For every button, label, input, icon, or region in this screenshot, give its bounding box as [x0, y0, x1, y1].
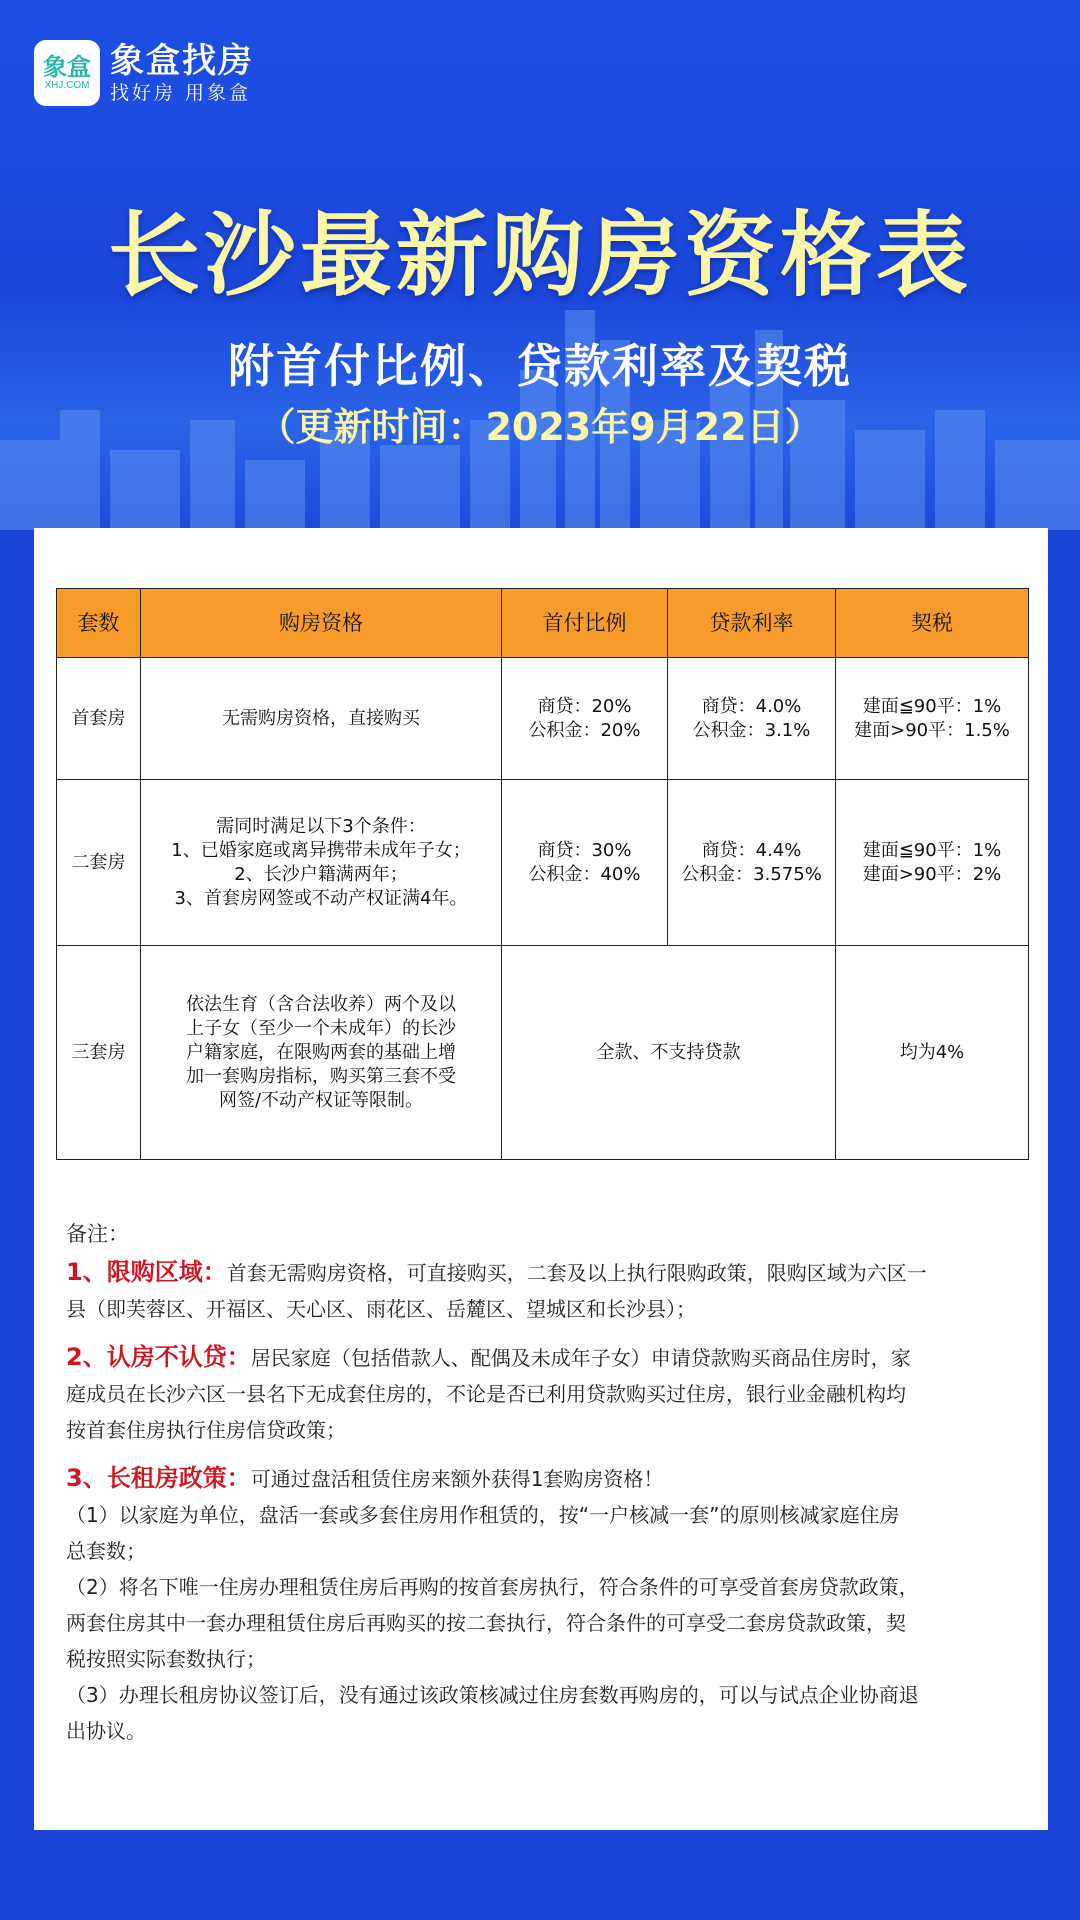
note-line: （3）办理长租房协议签订后，没有通过该政策核减过住房套数再购房的，可以与试点企业协商退: [66, 1683, 919, 1707]
loan-rate-cell: [668, 780, 836, 946]
notes-section: [66, 1216, 1026, 1761]
note-line: 按首套住房执行住房信贷政策；: [66, 1418, 346, 1442]
note-line: 居民家庭（包括借款人、配偶及未成年子女）申请贷款购买商品住房时，家: [250, 1346, 911, 1370]
qualification-line: 需同时满足以下3个条件：: [216, 815, 426, 837]
down-payment-line: 公积金：40%: [528, 863, 641, 885]
page-title: 长沙最新购房资格表: [107, 202, 972, 309]
qualification-line: 依法生育（含合法收养）两个及以: [186, 993, 456, 1015]
qualification-table: [56, 588, 1029, 1160]
qualification-line: 加一套购房指标，购买第三套不受: [186, 1065, 456, 1087]
note-line: 税按照实际套数执行；: [66, 1647, 266, 1671]
content-card: [34, 528, 1048, 1830]
note-line: 出协议。: [66, 1719, 146, 1743]
deed-tax-cell: [836, 946, 1029, 1160]
note-line: 可通过盘活租赁住房来额外获得1套购房资格！: [250, 1467, 664, 1491]
row-type: 三套房: [57, 946, 141, 1160]
brand-name: 象盒找房: [110, 41, 254, 81]
note-title: 3、长租房政策：: [66, 1464, 251, 1492]
deed-tax-line: 建面>90平：2%: [862, 863, 1002, 885]
deed-tax-line: 建面≦90平：1%: [862, 695, 1002, 717]
qualification-line: 无需购房资格，直接购买: [222, 707, 420, 729]
deed-tax-cell: [836, 780, 1029, 946]
note-line: 庭成员在长沙六区一县名下无成套住房的，不论是否已利用贷款购买过住房，银行业金融机构均: [66, 1382, 906, 1406]
table-row: [57, 780, 1029, 946]
loan-rate-line: 公积金：3.575%: [681, 863, 822, 885]
note-subitem: [66, 1677, 1026, 1749]
note-line: （1）以家庭为单位，盘活一套或多套住房用作租赁的，按“一户核减一套”的原则核减家庭住房: [66, 1503, 900, 1527]
loan-rate-line: 公积金：3.1%: [692, 719, 811, 741]
deed-tax-line: 建面>90平：1.5%: [854, 719, 1010, 741]
note-line: （2）将名下唯一住房办理租赁住房后再购的按首套房执行，符合条件的可享受首套房贷款政策，: [66, 1575, 919, 1599]
note-item: [66, 1254, 1026, 1327]
row-type: 首套房: [57, 658, 141, 780]
down-payment-cell: [502, 780, 668, 946]
header-qualification: 购房资格: [141, 589, 502, 658]
qualification-line: 2、长沙户籍满两年；: [234, 863, 408, 885]
loan-rate-line: 商贷：4.0%: [701, 695, 802, 717]
note-title: 2、认房不认贷：: [66, 1343, 251, 1371]
qualification-cell: [141, 658, 502, 780]
note-item: [66, 1460, 1026, 1749]
note-line: 两套住房其中一套办理租赁住房后再购买的按二套执行，符合条件的可享受二套房贷款政策，契: [66, 1611, 906, 1635]
hero-banner: [0, 0, 1080, 530]
down-payment-line: 公积金：20%: [528, 719, 641, 741]
page-subtitle: 附首付比例、贷款利率及契税: [228, 339, 852, 393]
qualification-line: 上子女（至少一个未成年）的长沙: [186, 1017, 456, 1039]
note-line: 县（即芙蓉区、开福区、天心区、雨花区、岳麓区、望城区和长沙县）；: [66, 1297, 696, 1321]
brand-logo-mark: 象盒: [43, 53, 91, 81]
table-row: [57, 946, 1029, 1160]
deed-tax-line: 均为4%: [899, 1041, 965, 1063]
row-type: 二套房: [57, 780, 141, 946]
down-payment-line: 商贷：30%: [537, 839, 632, 861]
qualification-line: 户籍家庭，在限购两套的基础上增: [186, 1041, 456, 1063]
brand-logo-domain: XHJ.COM: [44, 80, 90, 91]
brand-slogan: 找好房 用象盒: [110, 82, 252, 104]
header-down-payment: 首付比例: [502, 589, 668, 658]
down-payment-line: 商贷：20%: [537, 695, 632, 717]
qualification-cell: [141, 946, 502, 1160]
deed-tax-cell: [836, 658, 1029, 780]
header-count: 套数: [57, 589, 141, 658]
note-line: 首套无需购房资格，可直接购买，二套及以上执行限购政策，限购区域为六区一: [226, 1261, 927, 1285]
note-title: 1、限购区域：: [66, 1258, 227, 1286]
note-line: 总套数；: [66, 1539, 146, 1563]
loan-rate-cell: [668, 658, 836, 780]
payment-loan-cell: 全款、不支持贷款: [502, 946, 836, 1160]
header-deed-tax: 契税: [836, 589, 1029, 658]
update-time: （更新时间：2023年9月22日）: [257, 405, 823, 449]
qualification-line: 网签/不动产权证等限制。: [218, 1089, 424, 1111]
qualification-line: 3、首套房网签或不动产权证满4年。: [174, 887, 468, 909]
table-header-row: [57, 589, 1029, 658]
brand-header: [34, 40, 254, 106]
qualification-line: 1、已婚家庭或离异携带未成年子女；: [171, 839, 471, 861]
note-item: [66, 1339, 1026, 1448]
brand-logo: [34, 40, 100, 106]
note-subitem: [66, 1497, 1026, 1569]
notes-heading: 备注：: [66, 1222, 129, 1246]
note-subitem: [66, 1569, 1026, 1677]
qualification-cell: [141, 780, 502, 946]
deed-tax-line: 建面≦90平：1%: [862, 839, 1002, 861]
down-payment-cell: [502, 658, 668, 780]
loan-rate-line: 商贷：4.4%: [701, 839, 802, 861]
header-loan-rate: 贷款利率: [668, 589, 836, 658]
table-row: [57, 658, 1029, 780]
